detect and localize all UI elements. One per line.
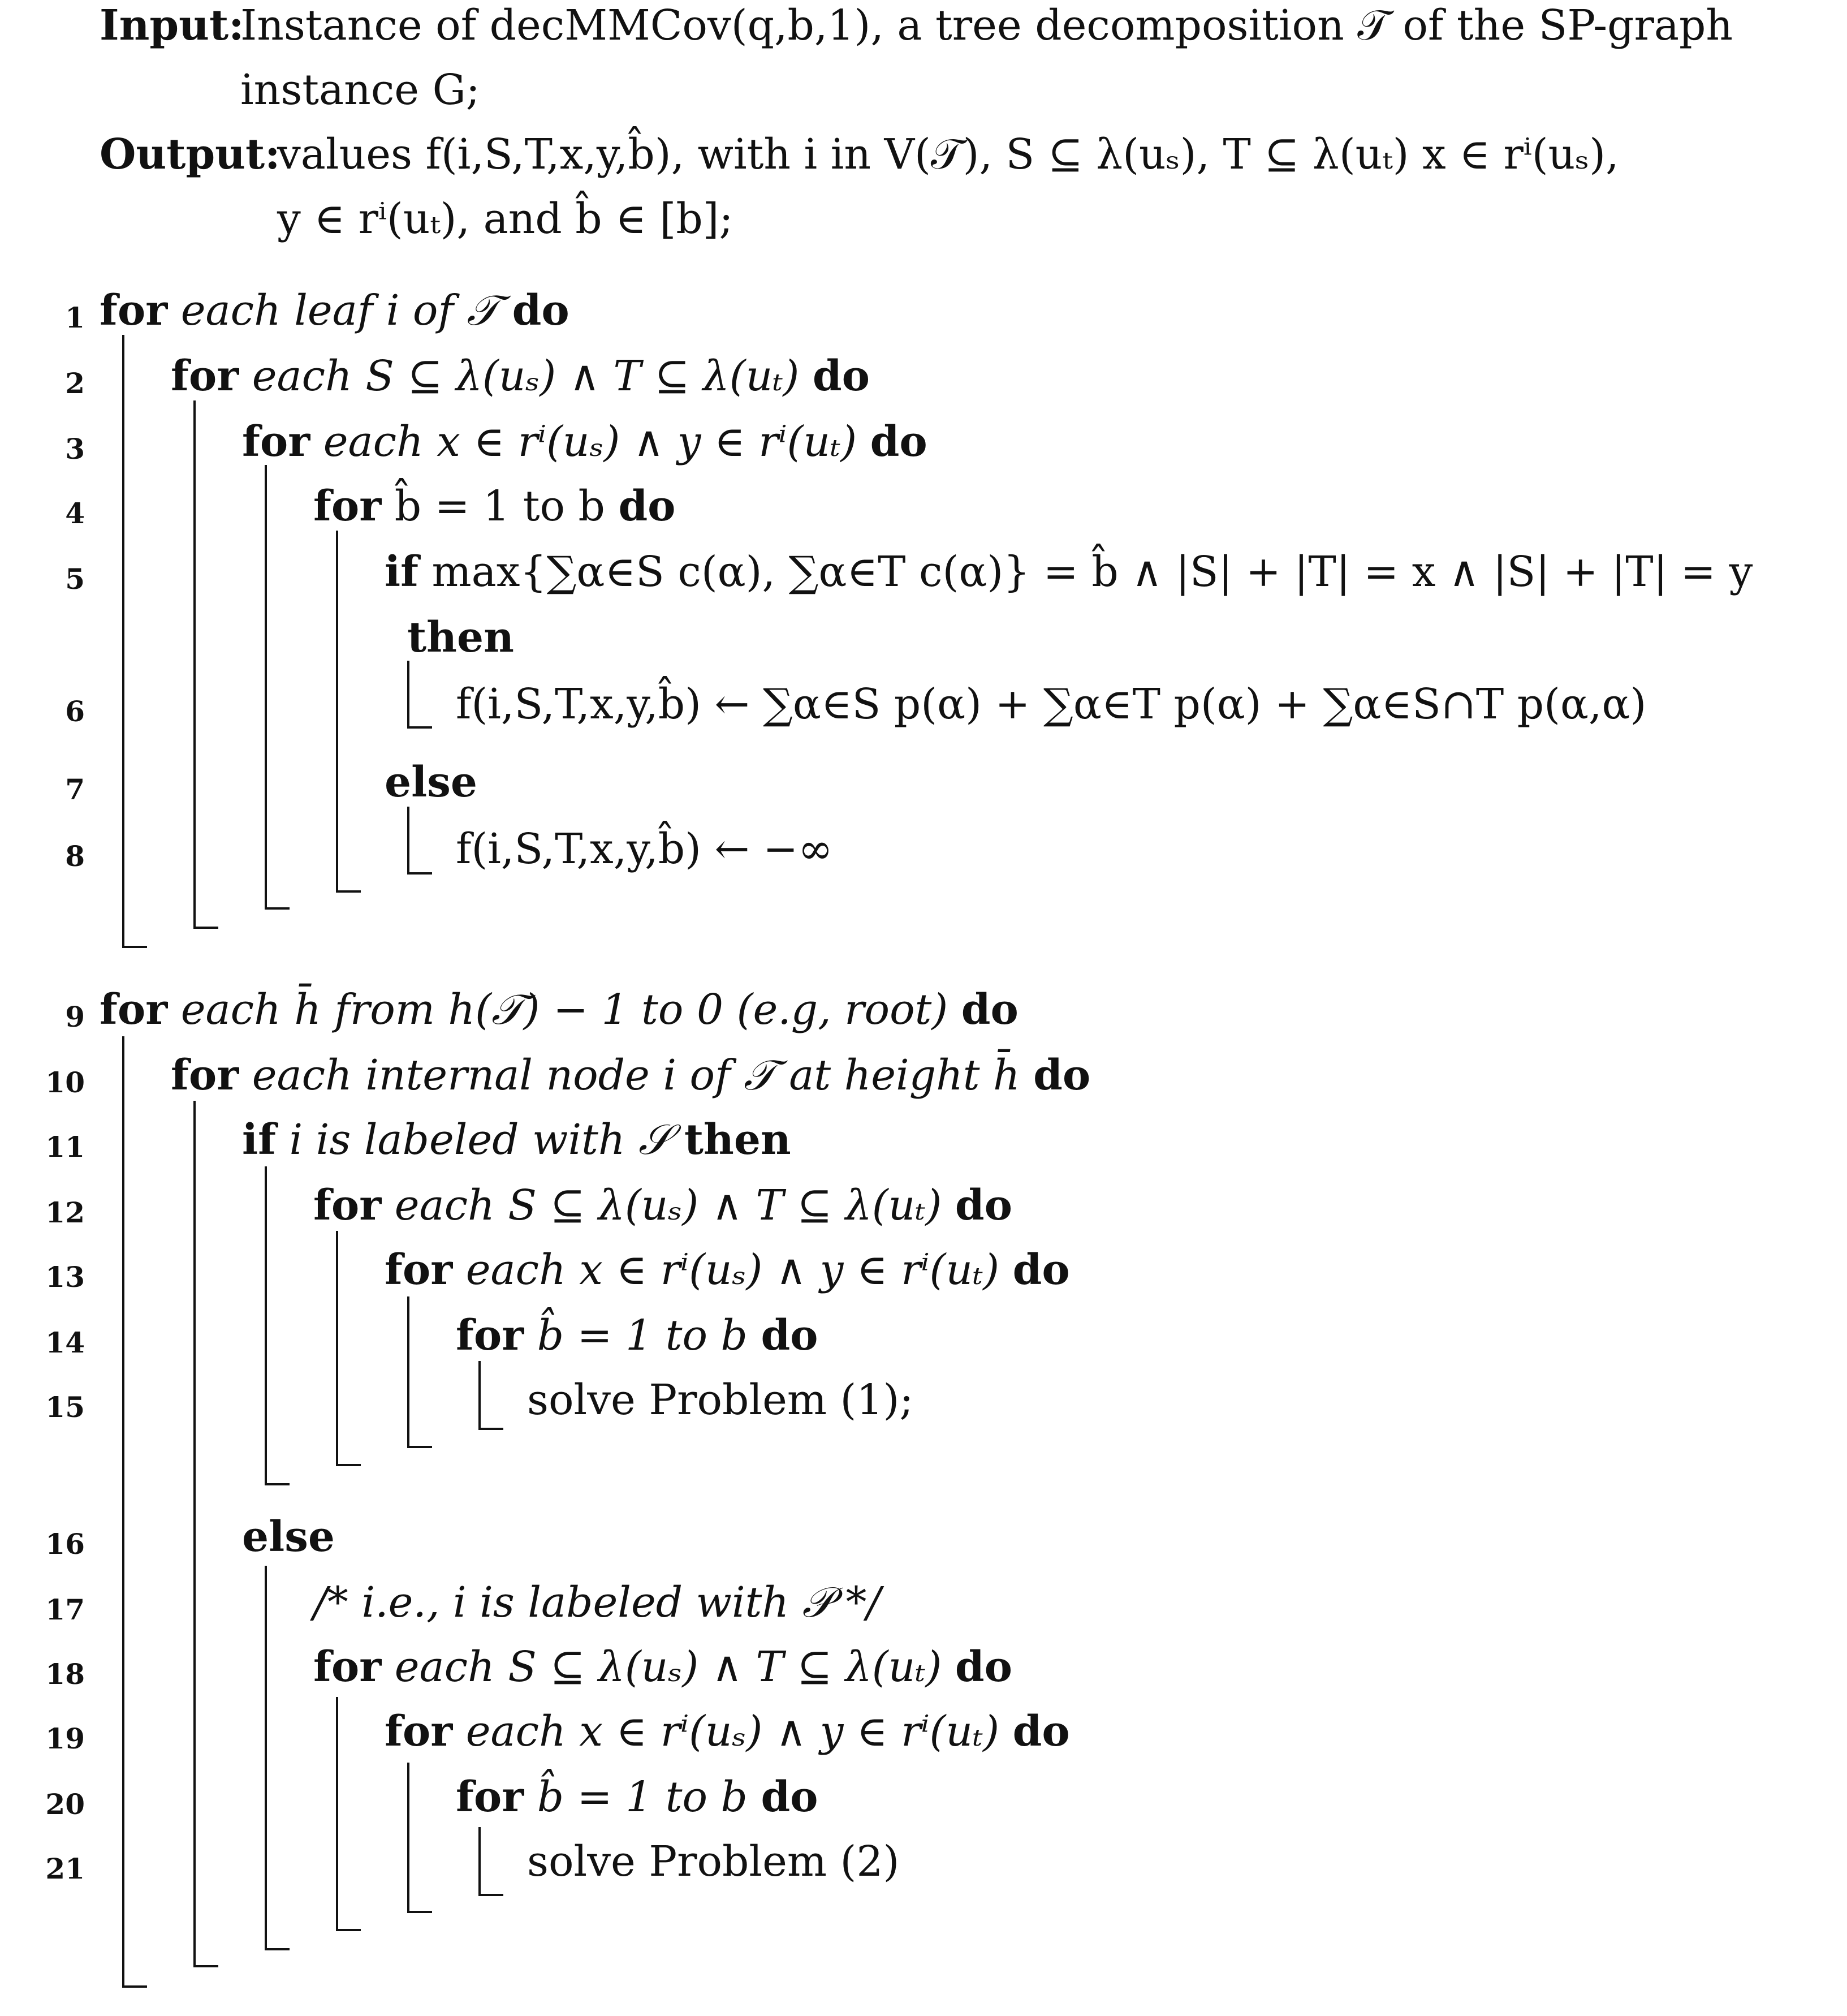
keyword: do xyxy=(812,352,870,400)
line-number: 8 xyxy=(65,839,85,873)
block-bar-else-p xyxy=(265,1566,267,1948)
algorithm-line xyxy=(313,1181,1013,1230)
keyword: for xyxy=(100,286,168,335)
algorithm-line xyxy=(407,613,514,662)
line-text: /* i.e., i is labeled with 𝒫 */ xyxy=(313,1578,881,1627)
line-number: 10 xyxy=(45,1066,85,1099)
line-text: i is labeled with 𝒮 xyxy=(275,1115,684,1164)
line-number: 17 xyxy=(45,1593,85,1626)
line-number: 3 xyxy=(65,432,85,466)
line-text: solve Problem (1); xyxy=(527,1376,914,1424)
line-number: 1 xyxy=(65,301,85,334)
algorithm-line xyxy=(456,825,833,873)
keyword: do xyxy=(1033,1051,1091,1100)
algorithm-line xyxy=(527,1376,914,1424)
keyword: do xyxy=(761,1311,818,1360)
algorithm-line xyxy=(242,417,927,466)
block-bar-s-xy-loop xyxy=(407,1296,409,1446)
line-number: 5 xyxy=(65,562,85,596)
keyword: do xyxy=(955,1181,1013,1230)
line-number: 20 xyxy=(45,1787,85,1821)
line-text: each h̄ from h(𝒯) − 1 to 0 (e.g, root) xyxy=(167,985,961,1034)
algorithm-line xyxy=(313,482,676,531)
input-text-line1: Instance of decMMCov(q,b,1), a tree decomposition 𝒯 of the SP-graph xyxy=(240,1,1733,50)
algorithm-line xyxy=(242,1513,335,1561)
keyword: do xyxy=(761,1773,818,1821)
keyword: if xyxy=(242,1115,276,1164)
block-bar-p-xy-loop xyxy=(407,1763,409,1911)
line-text: solve Problem (2) xyxy=(527,1837,900,1886)
line-number: 14 xyxy=(45,1326,85,1359)
line-text: b̂ = 1 to b xyxy=(524,1311,761,1360)
line-number: 15 xyxy=(45,1390,85,1424)
algorithm-line xyxy=(385,758,477,807)
line-text: each S ⊆ λ(uₛ) ∧ T ⊆ λ(uₜ) xyxy=(381,1643,955,1691)
line-number: 12 xyxy=(45,1196,85,1229)
algorithm-line xyxy=(527,1837,900,1886)
line-text: max{∑α∈S c(α), ∑α∈T c(α)} = b̂ ∧ |S| + |T| = x ∧ |S| + |T| = y xyxy=(418,548,1753,596)
algorithm-line xyxy=(171,352,870,400)
line-number: 13 xyxy=(45,1260,85,1294)
line-text: each internal node i of 𝒯 at height h̄ xyxy=(239,1051,1034,1100)
algorithm-line xyxy=(456,1311,818,1360)
line-number: 16 xyxy=(45,1527,85,1561)
line-text: each x ∈ rⁱ(uₛ) ∧ y ∈ rⁱ(uₜ) xyxy=(310,417,870,466)
keyword: for xyxy=(242,417,310,466)
keyword: else xyxy=(242,1513,335,1561)
algorithm-line xyxy=(385,548,1753,596)
keyword: for xyxy=(456,1773,524,1821)
keyword: do xyxy=(870,417,927,466)
line-number: 7 xyxy=(65,773,85,806)
input-text-line2: instance G; xyxy=(240,66,480,114)
line-number: 9 xyxy=(65,1000,85,1033)
line-number: 6 xyxy=(65,695,85,728)
line-number: 11 xyxy=(45,1130,85,1164)
line-number: 18 xyxy=(45,1657,85,1691)
output-text-line2: y ∈ rⁱ(uₜ), and b̂ ∈ [b]; xyxy=(277,195,733,243)
block-bar-s-bhat-loop xyxy=(478,1361,481,1428)
keyword: do xyxy=(955,1643,1013,1691)
block-bar-leaf-loop xyxy=(122,335,124,946)
block-bar-s-subset-loop xyxy=(336,1231,338,1464)
algorithm-line xyxy=(313,1643,1013,1691)
block-bar-node-loop xyxy=(193,1101,196,1965)
algorithm-line xyxy=(242,1115,791,1164)
block-bar-subset-loop xyxy=(193,400,196,927)
keyword: for xyxy=(100,985,168,1034)
line-text: each S ⊆ λ(uₛ) ∧ T ⊆ λ(uₜ) xyxy=(381,1181,955,1230)
keyword: for xyxy=(385,1707,453,1756)
keyword: for xyxy=(171,1051,239,1100)
line-number: 4 xyxy=(65,497,85,530)
keyword: for xyxy=(313,1643,382,1691)
block-bar-p-bhat-loop xyxy=(478,1827,481,1894)
algorithm-line xyxy=(171,1051,1091,1100)
keyword: do xyxy=(1012,1246,1070,1294)
block-bar-xy-loop xyxy=(265,465,267,907)
algorithm-line xyxy=(313,1578,881,1627)
output-text-line1: values f(i,S,T,x,y,b̂), with i in V(𝒯), S ⊆ λ(uₛ), T ⊆ λ(uₜ) x ∈ rⁱ(uₛ), xyxy=(277,130,1619,179)
line-number: 19 xyxy=(45,1722,85,1755)
keyword: for xyxy=(313,482,382,531)
block-bar-height-loop xyxy=(122,1036,124,1985)
block-bar-bhat-loop xyxy=(336,531,338,890)
block-bar-then xyxy=(407,661,409,726)
keyword: else xyxy=(385,758,477,807)
algorithm-line xyxy=(100,985,1019,1034)
algorithm-line xyxy=(456,1773,818,1821)
keyword: then xyxy=(684,1115,791,1164)
output-label xyxy=(100,130,280,179)
algorithm-line xyxy=(456,680,1647,729)
algorithm-line xyxy=(100,286,569,335)
line-number: 21 xyxy=(45,1852,85,1885)
line-text: each leaf i of 𝒯 xyxy=(167,286,512,335)
line-number: 2 xyxy=(65,367,85,400)
keyword: for xyxy=(313,1181,382,1230)
line-text: f(i,S,T,x,y,b̂) ← ∑α∈S p(α) + ∑α∈T p(α) + ∑α∈S∩T p(α,α) xyxy=(456,680,1647,729)
keyword: do xyxy=(618,482,676,531)
line-text: b̂ = 1 to b xyxy=(524,1773,761,1821)
input-keyword: Input: xyxy=(100,1,244,50)
line-text: each x ∈ rⁱ(uₛ) ∧ y ∈ rⁱ(uₜ) xyxy=(452,1246,1013,1294)
keyword: do xyxy=(512,286,569,335)
block-bar-else xyxy=(407,807,409,872)
keyword: if xyxy=(385,548,418,596)
line-text: f(i,S,T,x,y,b̂) ← −∞ xyxy=(456,825,833,873)
output-keyword: Output: xyxy=(100,130,280,179)
algorithm-line xyxy=(385,1707,1070,1756)
line-text: each x ∈ rⁱ(uₛ) ∧ y ∈ rⁱ(uₜ) xyxy=(452,1707,1013,1756)
algorithm-line xyxy=(385,1246,1070,1294)
block-bar-if-s xyxy=(265,1166,267,1483)
line-text: each S ⊆ λ(uₛ) ∧ T ⊆ λ(uₜ) xyxy=(239,352,813,400)
line-text: b̂ = 1 to b xyxy=(381,482,619,531)
keyword: then xyxy=(407,613,514,662)
keyword: for xyxy=(456,1311,524,1360)
keyword: do xyxy=(961,985,1019,1034)
keyword: do xyxy=(1012,1707,1070,1756)
keyword: for xyxy=(171,352,239,400)
block-bar-p-subset-loop xyxy=(336,1697,338,1929)
input-label xyxy=(100,1,244,50)
keyword: for xyxy=(385,1246,453,1294)
